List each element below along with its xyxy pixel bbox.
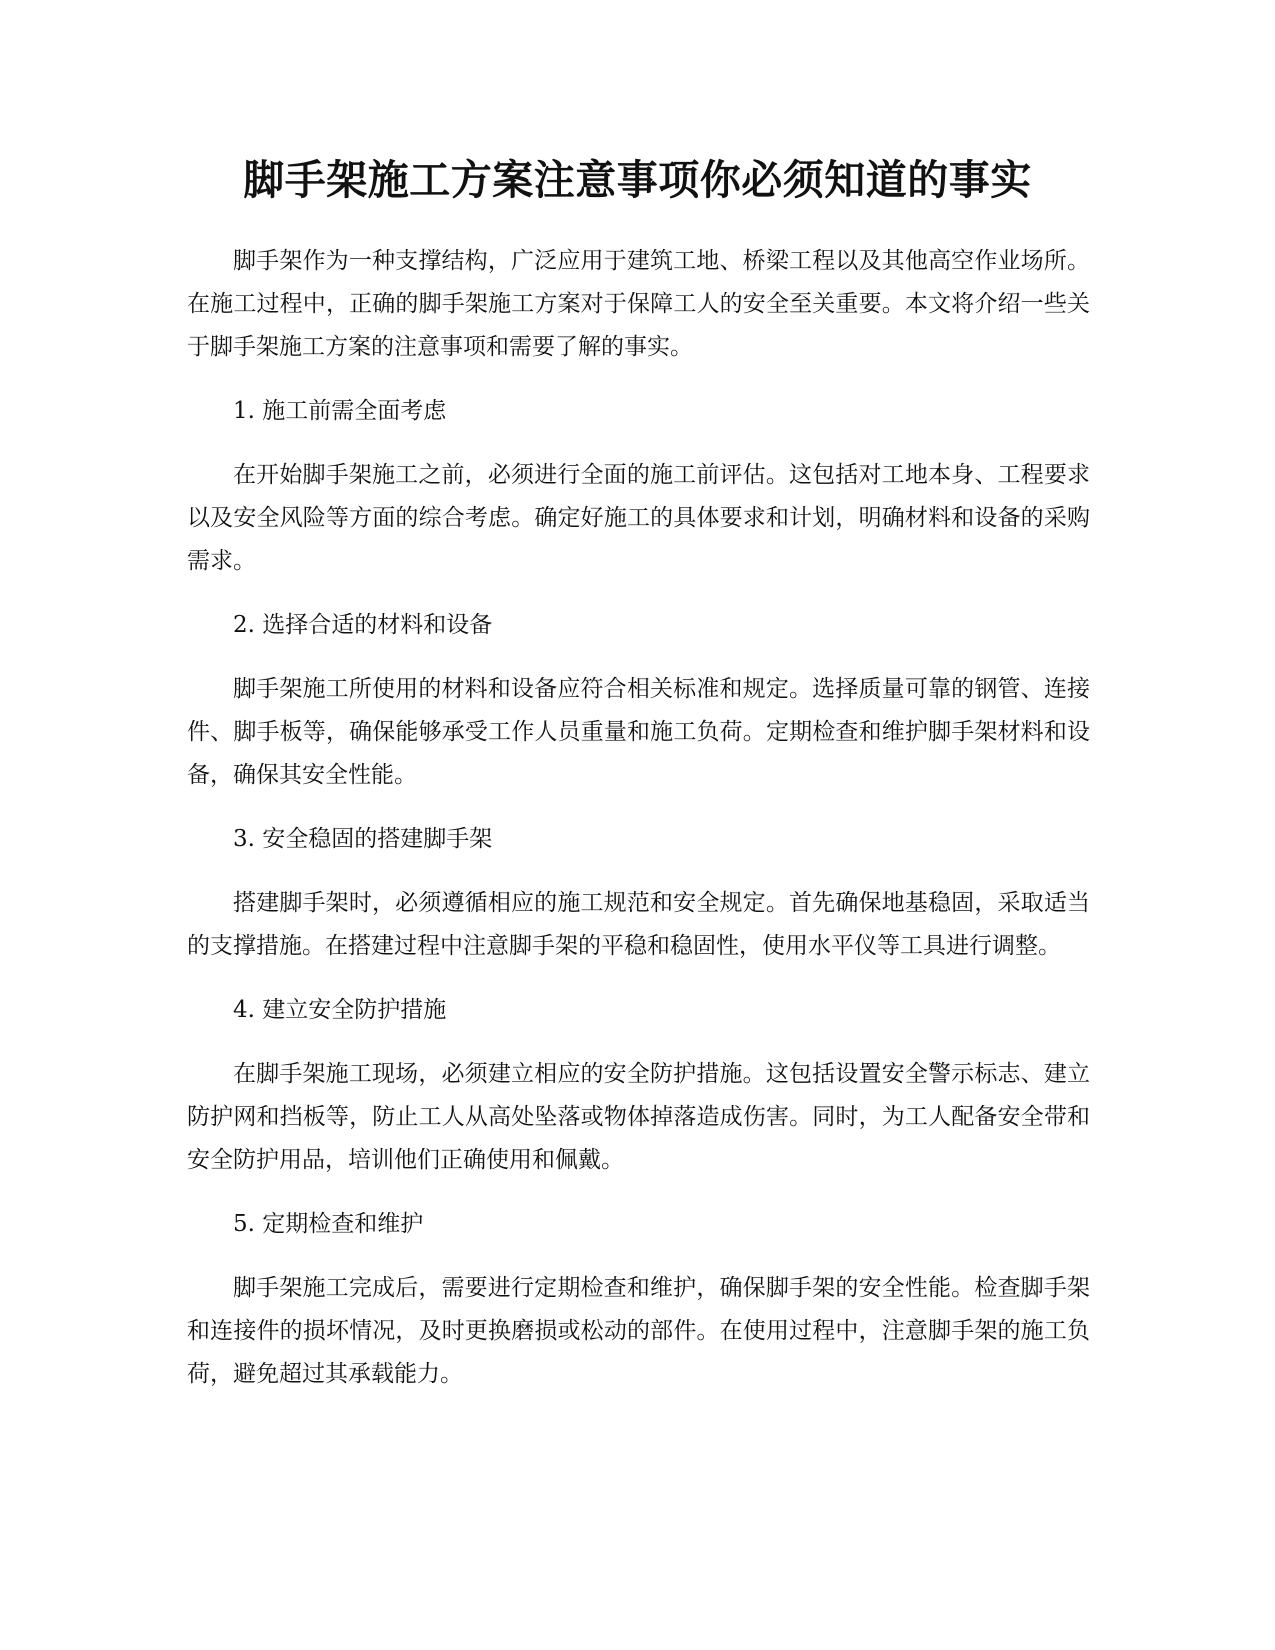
section-heading-5: 5. 定期检查和维护 (233, 1211, 424, 1237)
document-body (187, 240, 1090, 1417)
section-paragraph-2: 脚手架施工所使用的材料和设备应符合相关标准和规定。选择质量可靠的钢管、连接件、脚手板等，确保能够承受工作人员重量和施工负荷。定期检查和维护脚手架材料和设备，确保其安全性能。 (187, 676, 1090, 788)
section-paragraph-1: 在开始脚手架施工之前，必须进行全面的施工前评估。这包括对工地本身、工程要求以及安全风险等方面的综合考虑。确定好施工的具体要求和计划，明确材料和设备的采购需求。 (187, 462, 1090, 574)
section-heading-4: 4. 建立安全防护措施 (233, 997, 447, 1023)
section-heading-2: 2. 选择合适的材料和设备 (233, 612, 493, 638)
intro-paragraph: 脚手架作为一种支撑结构，广泛应用于建筑工地、桥梁工程以及其他高空作业场所。在施工过程中，正确的脚手架施工方案对于保障工人的安全至关重要。本文将介绍一些关于脚手架施工方案的注意事项和需要了解的事实。 (187, 248, 1090, 360)
document-title: 脚手架施工方案注意事项你必须知道的事实 (243, 156, 1032, 204)
section-heading-3: 3. 安全稳固的搭建脚手架 (233, 826, 493, 852)
section-heading-1: 1. 施工前需全面考虑 (233, 398, 447, 424)
section-paragraph-4: 在脚手架施工现场，必须建立相应的安全防护措施。这包括设置安全警示标志、建立防护网和挡板等，防止工人从高处坠落或物体掉落造成伤害。同时，为工人配备安全带和安全防护用品，培训他们正确使用和佩戴。 (187, 1061, 1090, 1173)
section-paragraph-5: 脚手架施工完成后，需要进行定期检查和维护，确保脚手架的安全性能。检查脚手架和连接件的损坏情况，及时更换磨损或松动的部件。在使用过程中，注意脚手架的施工负荷，避免超过其承载能力。 (187, 1275, 1090, 1387)
section-paragraph-3: 搭建脚手架时，必须遵循相应的施工规范和安全规定。首先确保地基稳固，采取适当的支撑措施。在搭建过程中注意脚手架的平稳和稳固性，使用水平仪等工具进行调整。 (187, 890, 1090, 959)
